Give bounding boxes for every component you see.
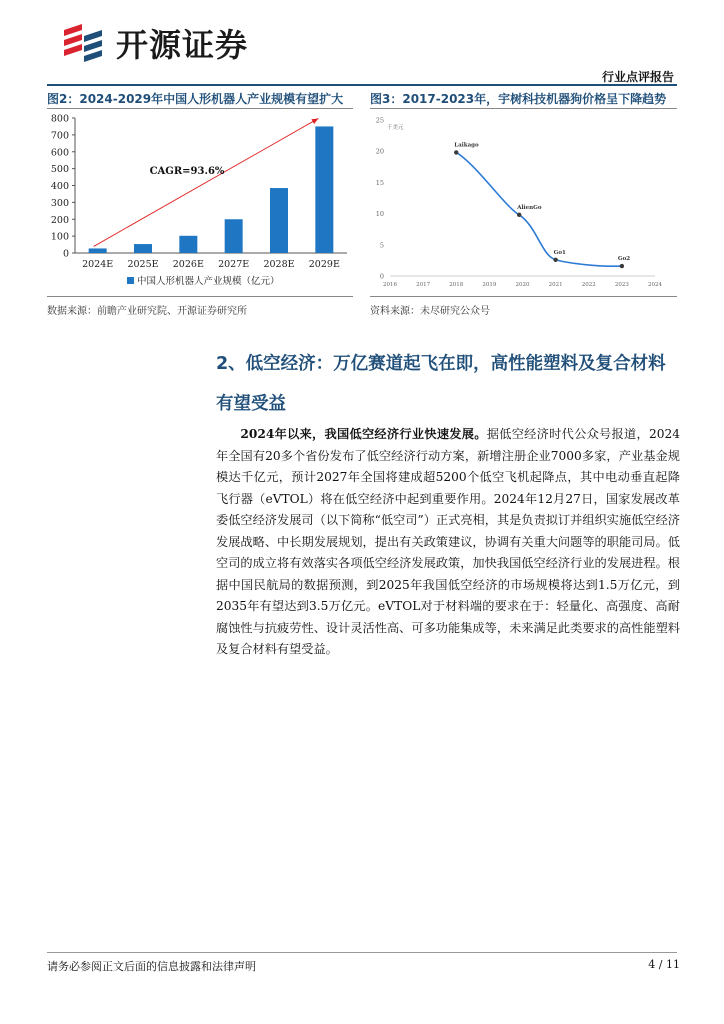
- data-point: [620, 264, 624, 268]
- y-tick-label: 5: [379, 241, 384, 250]
- data-point: [517, 213, 521, 217]
- y-tick-label: 400: [50, 181, 69, 192]
- body-text: 据低空经济时代公众号报道，2024年全国有20多个省份发布了低空经济行动方案，新增注册企业7000多家，产业基金规模达千亿元，预计2027年全国将建成超5200个低空飞机起降点，其中电动垂直起降飞行器（eVTOL）将在低空经济中起到重要作用。2024年12月27日，国家发展改革委低空经济发展司（以下简称“低空司”）正式亮相，其是负责拟订并组织实施低空经济发展战略、中长期发展规划，提出有关政策建议，协调有关重大问题等的职能司局。低空司的成立将有效落实各项低空经济发展政策，加快我国低空经济行业的发展进程。根据中国民航局的数据预测，到2025年我国低空经济的市场规模将达到1.5万亿元，到2035年有望达到3.5万亿元。eVTOL对于材料端的要求在于：轻量化、高强度、高耐腐蚀性与抗疲劳性、设计灵活性高、可多功能集成等，未来满足此类要求的高性能塑料及复合材料有望受益。: [216, 427, 680, 656]
- bar: [315, 126, 333, 253]
- figure-left-bottom-rule: [47, 296, 353, 297]
- x-tick-label: 2028E: [263, 259, 295, 270]
- x-tick-label: 2018: [449, 282, 464, 288]
- body-paragraph: [216, 424, 680, 661]
- company-logo-icon: [60, 22, 106, 66]
- y-tick-label: 15: [375, 178, 384, 187]
- data-point: [553, 258, 557, 262]
- y-tick-label: 800: [50, 113, 69, 125]
- bar: [89, 248, 107, 253]
- y-tick-label: 25: [375, 116, 384, 125]
- x-tick-label: 2020: [515, 282, 530, 288]
- x-tick-label: 2026E: [172, 259, 204, 270]
- bar: [225, 219, 243, 253]
- legend-swatch: [127, 277, 134, 284]
- page-number: 4 / 11: [648, 958, 680, 971]
- x-tick-label: 2024E: [82, 259, 114, 270]
- footer-divider: [47, 952, 677, 953]
- figure-left-top-rule: [47, 108, 353, 109]
- y-tick-label: 200: [50, 214, 69, 226]
- figure-left-title: 图2：2024-2029年中国人形机器人产业规模有望扩大: [47, 92, 344, 106]
- company-name: 开源证券: [116, 26, 249, 64]
- x-tick-label: 2027E: [218, 259, 250, 270]
- y-tick-label: 20: [375, 147, 384, 156]
- data-point: [454, 150, 458, 154]
- point-label: Go2: [617, 256, 631, 263]
- y-tick-label: 300: [50, 197, 69, 209]
- report-type: 行业点评报告: [601, 70, 674, 84]
- body-lead: 2024年以来，我国低空经济行业快速发展。: [240, 427, 487, 441]
- x-tick-label: 2019: [482, 282, 497, 288]
- point-label: Go1: [553, 249, 566, 256]
- y-tick-label: 10: [375, 210, 384, 219]
- bar: [134, 244, 152, 253]
- section-title: 2、低空经济：万亿赛道起飞在即，高性能塑料及复合材料有望受益: [216, 354, 666, 414]
- line-chart: [370, 110, 677, 294]
- y-tick-label: 700: [50, 130, 69, 142]
- y-tick-label: 0: [62, 248, 69, 260]
- x-tick-label: 2021: [548, 282, 563, 288]
- y-tick-label: 500: [50, 164, 69, 176]
- x-tick-label: 2023: [614, 282, 629, 288]
- cagr-annotation: CAGR=93.6%: [149, 166, 225, 177]
- x-tick-label: 2024: [648, 282, 662, 288]
- y-tick-label: 100: [50, 231, 69, 243]
- bar: [179, 236, 197, 253]
- x-tick-label: 2017: [416, 282, 431, 288]
- y-tick-label: 600: [50, 147, 69, 159]
- legend-label: 中国人形机器人产业规模（亿元）: [137, 276, 280, 287]
- x-tick-label: 2016: [383, 282, 397, 288]
- footer-disclaimer: 请务必参阅正文后面的信息披露和法律声明: [47, 960, 256, 973]
- figure-right-source: 资料来源：未尽研究公众号: [370, 306, 490, 317]
- x-tick-label: 2029E: [308, 259, 340, 270]
- y-tick-label: 0: [379, 272, 384, 281]
- header-divider: [47, 84, 677, 86]
- trend-arrow-head: [311, 118, 318, 124]
- x-tick-label: 2022: [581, 282, 596, 288]
- bar: [270, 188, 288, 253]
- point-label: AlienGo: [517, 204, 542, 211]
- y-unit-label: 千美元: [387, 125, 404, 131]
- figure-right-bottom-rule: [370, 296, 677, 297]
- figure-left-source: 数据来源：前瞻产业研究院、开源证券研究所: [47, 306, 247, 317]
- x-tick-label: 2025E: [127, 259, 159, 270]
- point-label: Laikago: [454, 142, 479, 149]
- figure-right-top-rule: [370, 108, 677, 109]
- bar-chart: [47, 110, 353, 294]
- figure-right-title: 图3：2017-2023年，宇树科技机器狗价格呈下降趋势: [370, 92, 667, 106]
